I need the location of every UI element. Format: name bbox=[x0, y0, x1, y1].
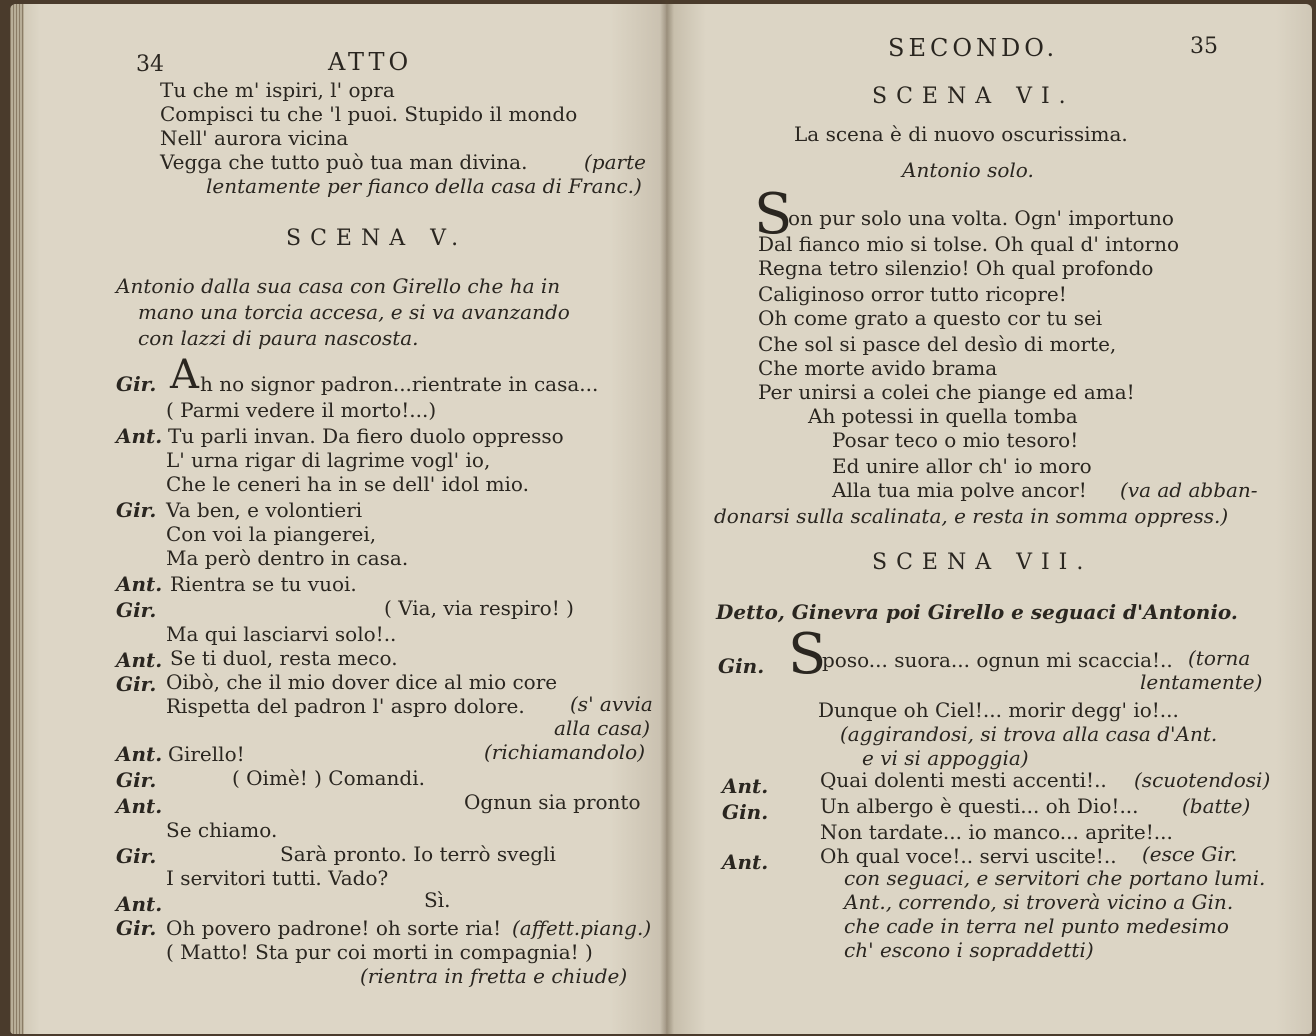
dialogue-line: Se ti duol, resta meco. bbox=[170, 646, 398, 670]
dialogue-line: Ognun sia pronto bbox=[464, 790, 641, 814]
verse-line: Vegga che tutto può tua man divina. bbox=[160, 150, 528, 174]
stage-direction: (scuotendosi) bbox=[1134, 768, 1271, 792]
monologue-line: Alla tua mia polve ancor! bbox=[832, 478, 1087, 502]
scene-heading: SCENA VII. bbox=[872, 550, 1093, 575]
stage-direction: (richiamandolo) bbox=[484, 740, 646, 764]
drop-cap: S bbox=[788, 622, 827, 687]
speaker-label: Gir. bbox=[116, 498, 157, 522]
dialogue-line: Rispetta del padron l' aspro dolore. bbox=[166, 694, 525, 718]
dialogue-line: ( Matto! Sta pur coi morti in compagnia! ) bbox=[166, 940, 593, 964]
dialogue-line: Che le ceneri ha in se dell' idol mio. bbox=[166, 472, 529, 496]
speaker-label: Ant. bbox=[722, 774, 769, 798]
stage-direction: (esce Gir. bbox=[1142, 842, 1238, 866]
dialogue-line: I servitori tutti. Vado? bbox=[166, 866, 389, 890]
book-gutter bbox=[660, 0, 674, 1036]
scene-description: mano una torcia accesa, e si va avanzando bbox=[138, 300, 570, 324]
monologue-line: Posar teco o mio tesoro! bbox=[832, 428, 1079, 452]
stage-direction: (parte bbox=[584, 150, 646, 174]
stage-direction: lentamente) bbox=[1140, 670, 1263, 694]
verse-line: Compisci tu che 'l puoi. Stupido il mondo bbox=[160, 102, 578, 126]
stage-direction: (rientra in fretta e chiude) bbox=[360, 964, 628, 988]
stage-direction: lentamente per fianco della casa di Franc.) bbox=[206, 174, 642, 198]
stage-direction: con seguaci, e servitori che portano lumi. bbox=[844, 866, 1266, 890]
monologue-line: Che morte avido brama bbox=[758, 356, 998, 380]
dialogue-line: Ma qui lasciarvi solo!.. bbox=[166, 622, 397, 646]
dialogue-line: Sì. bbox=[424, 888, 451, 912]
monologue-line: Regna tetro silenzio! Oh qual profondo bbox=[758, 256, 1154, 280]
dialogue-line: ( Parmi vedere il morto!...) bbox=[166, 398, 437, 422]
monologue-line: Per unirsi a colei che piange ed ama! bbox=[758, 380, 1135, 404]
dialogue-line: Dunque oh Ciel!... morir degg' io!... bbox=[818, 698, 1179, 722]
dialogue-line: Se chiamo. bbox=[166, 818, 278, 842]
running-head: ATTO bbox=[328, 48, 413, 76]
page-edge bbox=[10, 4, 24, 1034]
stage-direction: Ant., correndo, si troverà vicino a Gin. bbox=[844, 890, 1234, 914]
dialogue-line: poso... suora... ognun mi scaccia!.. bbox=[822, 648, 1173, 672]
dialogue-line: Va ben, e volontieri bbox=[166, 498, 363, 522]
drop-cap: A bbox=[170, 352, 199, 398]
drop-cap: S bbox=[754, 182, 793, 247]
stage-direction: (s' avvia bbox=[570, 692, 653, 716]
dialogue-line: ( Oimè! ) Comandi. bbox=[232, 766, 425, 790]
stage-direction: che cade in terra nel punto medesimo bbox=[844, 914, 1229, 938]
stage-direction: (affett.piang.) bbox=[512, 916, 652, 940]
stage-direction: (aggirandosi, si trova alla casa d'Ant. bbox=[840, 722, 1218, 746]
speaker-label: Gir. bbox=[116, 768, 157, 792]
scene-heading: SCENA V. bbox=[286, 226, 468, 251]
monologue-line: Caliginoso orror tutto ricopre! bbox=[758, 282, 1067, 306]
running-head: SECONDO. bbox=[888, 34, 1059, 62]
speaker-label: Gir. bbox=[116, 372, 157, 396]
dialogue-line: L' urna rigar di lagrime vogl' io, bbox=[166, 448, 491, 472]
stage-direction: e vi si appoggia) bbox=[862, 746, 1029, 770]
speaker-label: Ant. bbox=[116, 794, 163, 818]
right-page bbox=[666, 4, 1312, 1034]
scene-note: La scena è di nuovo oscurissima. bbox=[794, 122, 1128, 146]
monologue-line: on pur solo una volta. Ogn' importuno bbox=[788, 206, 1174, 230]
stage-direction: alla casa) bbox=[554, 716, 651, 740]
page-number: 34 bbox=[136, 52, 164, 77]
dialogue-line: Tu parli invan. Da fiero duolo oppresso bbox=[168, 424, 564, 448]
speaker-label: Gir. bbox=[116, 916, 157, 940]
stage-direction: (batte) bbox=[1182, 794, 1251, 818]
dialogue-line: Oh qual voce!.. servi uscite!.. bbox=[820, 844, 1117, 868]
scene-description: Antonio dalla sua casa con Girello che ha in bbox=[116, 274, 561, 298]
dialogue-line: Sarà pronto. Io terrò svegli bbox=[280, 842, 556, 866]
dialogue-line: Oh povero padrone! oh sorte ria! bbox=[166, 916, 502, 940]
scene-heading: SCENA VI. bbox=[872, 84, 1075, 109]
speaker-label: Ant. bbox=[116, 424, 163, 448]
speaker-label: Ant. bbox=[116, 742, 163, 766]
speaker-label: Gir. bbox=[116, 844, 157, 868]
speaker-label: Gir. bbox=[116, 598, 157, 622]
stage-direction: (va ad abban- bbox=[1120, 478, 1258, 502]
verse-line: Tu che m' ispiri, l' opra bbox=[160, 78, 395, 102]
speaker-label: Gin. bbox=[722, 800, 769, 824]
speaker-label: Ant. bbox=[116, 648, 163, 672]
dialogue-line: Girello! bbox=[168, 742, 245, 766]
dialogue-line: ( Via, via respiro! ) bbox=[384, 596, 574, 620]
monologue-line: Ed unire allor ch' io moro bbox=[832, 454, 1092, 478]
dialogue-line: Con voi la piangerei, bbox=[166, 522, 377, 546]
speaker-label: Ant. bbox=[116, 572, 163, 596]
monologue-line: Dal fianco mio si tolse. Oh qual d' intorno bbox=[758, 232, 1180, 256]
monologue-line: Ah potessi in quella tomba bbox=[808, 404, 1078, 428]
dialogue-line: Quai dolenti mesti accenti!.. bbox=[820, 768, 1107, 792]
stage-direction: (torna bbox=[1188, 646, 1251, 670]
dialogue-line: Rientra se tu vuoi. bbox=[170, 572, 357, 596]
dialogue-line: Oibò, che il mio dover dice al mio core bbox=[166, 670, 558, 694]
stage-direction: ch' escono i sopraddetti) bbox=[844, 938, 1094, 962]
left-page bbox=[10, 4, 666, 1034]
verse-line: Nell' aurora vicina bbox=[160, 126, 349, 150]
speaker-label: Ant. bbox=[116, 892, 163, 916]
scene-description: con lazzi di paura nascosta. bbox=[138, 326, 419, 350]
scene-cast: Detto, Ginevra poi Girello e seguaci d'Antonio. bbox=[716, 600, 1238, 624]
stage-direction: donarsi sulla scalinata, e resta in somma oppress.) bbox=[714, 504, 1229, 528]
speaker-label: Ant. bbox=[722, 850, 769, 874]
monologue-line: Che sol si pasce del desìo di morte, bbox=[758, 332, 1117, 356]
dialogue-line: Un albergo è questi... oh Dio!... bbox=[820, 794, 1139, 818]
monologue-line: Oh come grato a questo cor tu sei bbox=[758, 306, 1103, 330]
page-number: 35 bbox=[1190, 34, 1218, 59]
dialogue-line: Non tardate... io manco... aprite!... bbox=[820, 820, 1173, 844]
scene-cast: Antonio solo. bbox=[902, 158, 1034, 182]
speaker-label: Gir. bbox=[116, 672, 157, 696]
dialogue-line: h no signor padron...rientrate in casa... bbox=[200, 372, 599, 396]
speaker-label: Gin. bbox=[718, 654, 765, 678]
dialogue-line: Ma però dentro in casa. bbox=[166, 546, 409, 570]
